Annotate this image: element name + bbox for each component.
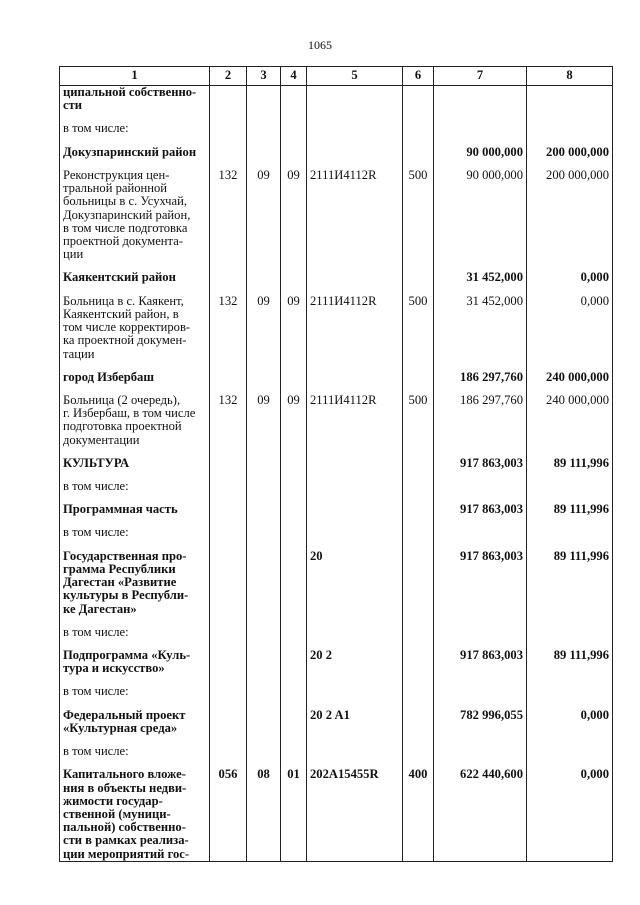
code-2: 132 (210, 295, 247, 361)
spacer-cell (403, 639, 434, 649)
code-5 (307, 626, 403, 639)
amount-7: 31 452,000 (434, 295, 527, 361)
code-4: 09 (281, 169, 307, 262)
amount-7 (434, 122, 527, 135)
spacer-cell (281, 675, 307, 685)
code-4 (281, 503, 307, 516)
spacer-cell (307, 616, 403, 626)
row-label: КУЛЬТУРА (60, 457, 210, 470)
spacer-cell (247, 616, 281, 626)
spacer-cell (403, 616, 434, 626)
code-3 (247, 146, 281, 159)
code-5: 20 2 A1 (307, 709, 403, 735)
code-2 (210, 685, 247, 698)
row-spacer (60, 470, 613, 480)
code-2 (210, 709, 247, 735)
code-3: 09 (247, 295, 281, 361)
code-4 (281, 709, 307, 735)
table-row (60, 768, 613, 861)
table-row (60, 503, 613, 516)
amount-7 (434, 745, 527, 758)
code-6 (403, 685, 434, 698)
spacer-cell (403, 675, 434, 685)
code-5: 20 2 (307, 649, 403, 675)
amount-8: 89 111,996 (527, 550, 613, 616)
spacer-cell (210, 540, 247, 550)
spacer-cell (247, 470, 281, 480)
spacer-cell (210, 516, 247, 526)
row-spacer (60, 735, 613, 745)
code-6 (403, 371, 434, 384)
code-6 (403, 526, 434, 539)
spacer-cell (307, 516, 403, 526)
amount-8: 0,000 (527, 295, 613, 361)
spacer-cell (281, 735, 307, 745)
code-4 (281, 271, 307, 284)
amount-7 (434, 86, 527, 113)
column-header: 1 (60, 67, 210, 86)
code-3: 09 (247, 169, 281, 262)
code-4 (281, 480, 307, 493)
spacer-cell (307, 136, 403, 146)
amount-7 (434, 526, 527, 539)
column-header: 7 (434, 67, 527, 86)
code-6 (403, 457, 434, 470)
spacer-cell (403, 516, 434, 526)
code-5 (307, 503, 403, 516)
code-2 (210, 503, 247, 516)
spacer-cell (403, 261, 434, 271)
code-4 (281, 649, 307, 675)
code-5: 2111И4112R (307, 394, 403, 447)
amount-7: 31 452,000 (434, 271, 527, 284)
amount-7: 90 000,000 (434, 146, 527, 159)
code-2 (210, 457, 247, 470)
spacer-cell (307, 675, 403, 685)
spacer-cell (403, 447, 434, 457)
code-2 (210, 526, 247, 539)
code-5 (307, 146, 403, 159)
spacer-cell (403, 361, 434, 371)
spacer-cell (307, 493, 403, 503)
column-header: 3 (247, 67, 281, 86)
code-5 (307, 685, 403, 698)
amount-8: 0,000 (527, 709, 613, 735)
table-row (60, 394, 613, 447)
code-6 (403, 86, 434, 113)
row-spacer (60, 447, 613, 457)
code-2: 132 (210, 394, 247, 447)
amount-7: 186 297,760 (434, 394, 527, 447)
row-label: Больница в с. Каякент, Каякентский район, в том числе корректиров- ка проектной докумен- тации (60, 295, 210, 361)
amount-7: 782 996,055 (434, 709, 527, 735)
code-5: 2111И4112R (307, 295, 403, 361)
spacer-cell (210, 447, 247, 457)
spacer-cell (281, 261, 307, 271)
table-row (60, 371, 613, 384)
code-4: 01 (281, 768, 307, 861)
spacer-cell (210, 735, 247, 745)
amount-7: 917 863,003 (434, 550, 527, 616)
spacer-cell (527, 735, 613, 745)
row-spacer (60, 516, 613, 526)
row-label: Докузпаринский район (60, 146, 210, 159)
spacer-cell (307, 735, 403, 745)
spacer-cell (281, 136, 307, 146)
row-label: ципальной собственно- сти (60, 86, 210, 113)
spacer-cell (210, 493, 247, 503)
amount-8 (527, 86, 613, 113)
code-3 (247, 271, 281, 284)
table-row (60, 457, 613, 470)
code-4 (281, 745, 307, 758)
code-6 (403, 480, 434, 493)
spacer-cell (210, 261, 247, 271)
amount-8 (527, 526, 613, 539)
code-4 (281, 371, 307, 384)
code-4 (281, 146, 307, 159)
amount-8: 0,000 (527, 768, 613, 861)
column-header: 6 (403, 67, 434, 86)
row-label: в том числе: (60, 685, 210, 698)
spacer-cell (281, 516, 307, 526)
code-5 (307, 526, 403, 539)
row-label: Подпрограмма «Куль- тура и искусство» (60, 649, 210, 675)
code-5 (307, 271, 403, 284)
spacer-cell (307, 470, 403, 480)
spacer-cell (281, 447, 307, 457)
spacer-cell (403, 735, 434, 745)
row-label: Каякентский район (60, 271, 210, 284)
code-3 (247, 503, 281, 516)
spacer-cell (247, 516, 281, 526)
code-6 (403, 146, 434, 159)
code-4 (281, 457, 307, 470)
code-3 (247, 122, 281, 135)
code-2: 132 (210, 169, 247, 262)
spacer-cell (210, 112, 247, 122)
row-label: Больница (2 очередь), г. Избербаш, в том числе подготовка проектной документации (60, 394, 210, 447)
amount-8 (527, 480, 613, 493)
spacer-cell (247, 261, 281, 271)
code-2 (210, 745, 247, 758)
spacer-cell (434, 675, 527, 685)
code-5 (307, 371, 403, 384)
amount-8: 240 000,000 (527, 371, 613, 384)
spacer-cell (210, 699, 247, 709)
spacer-cell (527, 675, 613, 685)
spacer-cell (210, 616, 247, 626)
table-row (60, 146, 613, 159)
row-label: Реконструкция цен- тральной районной больницы в с. Усухчай, Докузпаринский район, в том числе подготовка проектной документа- ции (60, 169, 210, 262)
code-2 (210, 550, 247, 616)
amount-7: 186 297,760 (434, 371, 527, 384)
code-3 (247, 371, 281, 384)
code-5 (307, 480, 403, 493)
spacer-cell (247, 699, 281, 709)
code-2 (210, 271, 247, 284)
row-label: в том числе: (60, 526, 210, 539)
code-4: 09 (281, 394, 307, 447)
table-row (60, 480, 613, 493)
code-5 (307, 122, 403, 135)
code-6: 500 (403, 394, 434, 447)
spacer-cell (210, 639, 247, 649)
code-6 (403, 550, 434, 616)
code-6 (403, 122, 434, 135)
column-header: 8 (527, 67, 613, 86)
code-2 (210, 626, 247, 639)
code-4 (281, 122, 307, 135)
code-3 (247, 86, 281, 113)
code-5: 20 (307, 550, 403, 616)
code-4 (281, 86, 307, 113)
code-5: 202A15455R (307, 768, 403, 861)
amount-8: 200 000,000 (527, 146, 613, 159)
code-6 (403, 503, 434, 516)
spacer-cell (434, 112, 527, 122)
amount-7: 917 863,003 (434, 457, 527, 470)
code-2 (210, 86, 247, 113)
amount-7 (434, 480, 527, 493)
table-row (60, 745, 613, 758)
table-row (60, 709, 613, 735)
row-spacer (60, 112, 613, 122)
row-spacer (60, 675, 613, 685)
row-label: в том числе: (60, 626, 210, 639)
code-5 (307, 745, 403, 758)
table-row (60, 122, 613, 135)
code-2 (210, 122, 247, 135)
table-row (60, 649, 613, 675)
code-3 (247, 550, 281, 616)
spacer-cell (247, 136, 281, 146)
spacer-cell (307, 361, 403, 371)
spacer-cell (281, 361, 307, 371)
row-label: в том числе: (60, 745, 210, 758)
code-4 (281, 526, 307, 539)
table-row (60, 86, 613, 113)
spacer-cell (247, 639, 281, 649)
row-label: город Избербаш (60, 371, 210, 384)
table-row (60, 626, 613, 639)
code-4 (281, 626, 307, 639)
code-3 (247, 709, 281, 735)
page-number: 1065 (308, 38, 332, 52)
spacer-cell (307, 261, 403, 271)
table-row (60, 526, 613, 539)
code-3 (247, 626, 281, 639)
budget-table (59, 66, 613, 862)
spacer-cell (527, 112, 613, 122)
spacer-cell (434, 735, 527, 745)
amount-8 (527, 122, 613, 135)
code-5 (307, 86, 403, 113)
code-3 (247, 480, 281, 493)
amount-7: 917 863,003 (434, 649, 527, 675)
spacer-cell (247, 361, 281, 371)
spacer-cell (403, 112, 434, 122)
spacer-cell (247, 112, 281, 122)
amount-7 (434, 626, 527, 639)
amount-8: 89 111,996 (527, 457, 613, 470)
code-6: 500 (403, 295, 434, 361)
spacer-cell (434, 616, 527, 626)
spacer-cell (281, 470, 307, 480)
amount-8: 0,000 (527, 271, 613, 284)
spacer-cell (281, 616, 307, 626)
table-header-row (60, 67, 613, 86)
amount-7: 622 440,600 (434, 768, 527, 861)
spacer-cell (210, 136, 247, 146)
amount-8: 89 111,996 (527, 503, 613, 516)
spacer-cell (247, 447, 281, 457)
code-2: 056 (210, 768, 247, 861)
code-6 (403, 626, 434, 639)
table-row (60, 295, 613, 361)
row-label: Капитального вложе- ния в объекты недви- жимости государ- ственной (муници- пальной) собственно- сти в рамках реализа- ции мероприятий гос- (60, 768, 210, 861)
spacer-cell (403, 136, 434, 146)
table-row (60, 271, 613, 284)
spacer-cell (434, 470, 527, 480)
code-2 (210, 146, 247, 159)
amount-8: 200 000,000 (527, 169, 613, 262)
spacer-cell (210, 675, 247, 685)
column-header: 4 (281, 67, 307, 86)
amount-7: 90 000,000 (434, 169, 527, 262)
table-row (60, 550, 613, 616)
code-3 (247, 457, 281, 470)
amount-8 (527, 626, 613, 639)
amount-7: 917 863,003 (434, 503, 527, 516)
code-3 (247, 526, 281, 539)
spacer-cell (247, 675, 281, 685)
spacer-cell (403, 699, 434, 709)
code-3: 09 (247, 394, 281, 447)
code-6 (403, 649, 434, 675)
code-6 (403, 745, 434, 758)
spacer-cell (281, 112, 307, 122)
spacer-cell (527, 516, 613, 526)
code-6: 400 (403, 768, 434, 861)
spacer-cell (281, 540, 307, 550)
code-6 (403, 271, 434, 284)
spacer-cell (527, 616, 613, 626)
spacer-cell (247, 540, 281, 550)
code-2 (210, 480, 247, 493)
amount-8: 89 111,996 (527, 649, 613, 675)
spacer-cell (403, 540, 434, 550)
column-header: 5 (307, 67, 403, 86)
code-5: 2111И4112R (307, 169, 403, 262)
spacer-cell (434, 516, 527, 526)
spacer-cell (281, 493, 307, 503)
row-label: Федеральный проект «Культурная среда» (60, 709, 210, 735)
code-2 (210, 649, 247, 675)
code-6 (403, 709, 434, 735)
row-label: Государственная про- грамма Республики Дагестан «Развитие культуры в Республи- ке Дагестан» (60, 550, 210, 616)
code-3 (247, 745, 281, 758)
spacer-cell (281, 699, 307, 709)
amount-8: 240 000,000 (527, 394, 613, 447)
row-label: Программная часть (60, 503, 210, 516)
amount-8 (527, 745, 613, 758)
table-row (60, 685, 613, 698)
spacer-cell (247, 735, 281, 745)
amount-8 (527, 685, 613, 698)
code-2 (210, 371, 247, 384)
spacer-cell (210, 470, 247, 480)
row-label: в том числе: (60, 480, 210, 493)
code-3: 08 (247, 768, 281, 861)
spacer-cell (403, 493, 434, 503)
spacer-cell (307, 112, 403, 122)
code-4 (281, 685, 307, 698)
code-4 (281, 550, 307, 616)
code-3 (247, 685, 281, 698)
spacer-cell (307, 447, 403, 457)
row-spacer (60, 616, 613, 626)
spacer-cell (247, 493, 281, 503)
row-label: в том числе: (60, 122, 210, 135)
code-3 (247, 649, 281, 675)
spacer-cell (210, 361, 247, 371)
table-row (60, 169, 613, 262)
code-6: 500 (403, 169, 434, 262)
table-body (60, 86, 613, 862)
spacer-cell (527, 470, 613, 480)
code-5 (307, 457, 403, 470)
amount-7 (434, 685, 527, 698)
column-header: 2 (210, 67, 247, 86)
code-4: 09 (281, 295, 307, 361)
spacer-cell (281, 639, 307, 649)
spacer-cell (403, 470, 434, 480)
